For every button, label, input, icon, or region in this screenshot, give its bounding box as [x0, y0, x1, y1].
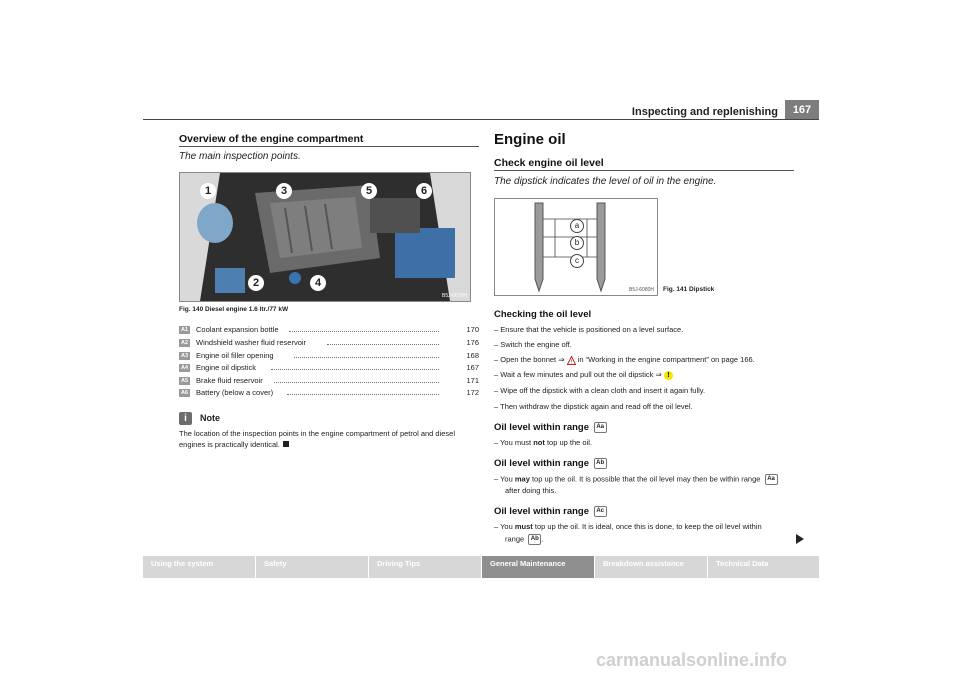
legend-label: Coolant expansion bottle: [196, 325, 279, 334]
legend-item: [179, 338, 479, 350]
leader-dots: [294, 356, 439, 358]
legend-item: [179, 363, 479, 375]
watermark: carmanualsonline.info: [596, 650, 788, 670]
section-rule: [179, 146, 479, 147]
header-rule: [143, 119, 819, 120]
end-of-section-mark: [283, 441, 289, 447]
legend-badge: A2: [180, 340, 189, 346]
range-a-emphasis: not: [533, 438, 545, 447]
range-c-heading-text: Oil level within range: [494, 506, 590, 518]
range-a-badge: Aa: [594, 422, 607, 433]
step-1: – Ensure that the vehicle is positioned on a level surface.: [494, 325, 684, 334]
note-body: The location of the inspection points in the engine compartment of petrol and diesel engines is practically identical.: [179, 429, 456, 449]
legend-badge: A1: [180, 327, 189, 333]
range-b-heading-text: Oil level within range: [494, 458, 590, 470]
step-5: – Wipe off the dipstick with a clean cloth and insert it again fully.: [494, 386, 706, 395]
range-c-badge: Ac: [594, 506, 607, 517]
step-2: – Switch the engine off.: [494, 340, 572, 349]
note-text: [179, 428, 479, 450]
figure-141-caption: Fig. 141 Dipstick: [663, 286, 715, 293]
marker-4: 4: [310, 275, 326, 291]
legend-page: 172: [466, 388, 479, 397]
legend-badge: A3: [180, 353, 189, 359]
range-c-line2: [505, 534, 543, 545]
marker-b: b: [570, 236, 584, 250]
marker-c: c: [570, 254, 584, 268]
range-b-line2: after doing this.: [505, 486, 557, 495]
range-b-text: [494, 474, 778, 485]
range-c-line2-end: .: [541, 534, 544, 544]
legend-badge: A5: [180, 378, 189, 384]
leader-dots: [327, 343, 439, 345]
legend-page: 167: [466, 363, 479, 372]
range-c-pre: – You: [494, 522, 515, 531]
step-3-link[interactable]: in “Working in the engine compartment” on page 166.: [577, 355, 755, 364]
range-b-heading: [494, 458, 607, 469]
range-a-pre: – You must: [494, 438, 534, 447]
nav-tab-using-the-system[interactable]: Using the system: [143, 556, 255, 578]
step-4: [494, 370, 673, 380]
range-c-heading: [494, 506, 607, 517]
leader-dots: [274, 381, 439, 383]
next-page-arrow-icon[interactable]: [796, 534, 804, 544]
marker-3: 3: [276, 183, 292, 199]
checking-oil-heading: Checking the oil level: [494, 309, 592, 320]
nav-tab-general-maintenance[interactable]: General Maintenance: [482, 556, 594, 578]
leader-dots: [289, 330, 439, 332]
legend-label: Engine oil dipstick: [196, 363, 257, 372]
leader-dots: [287, 393, 439, 395]
engine-oil-title: Engine oil: [494, 131, 566, 148]
note-title: Note: [200, 413, 220, 423]
check-oil-subtitle: The dipstick indicates the level of oil in the engine.: [494, 176, 717, 187]
figure-code: B5J-6080H: [628, 287, 654, 293]
marker-6: 6: [416, 183, 432, 199]
legend-label: Windshield washer fluid reservoir: [196, 338, 307, 347]
range-b-badge: Ab: [594, 458, 607, 469]
legend-badge: A6: [180, 390, 189, 396]
svg-text:!: !: [570, 359, 572, 365]
legend-page: 171: [466, 376, 479, 385]
nav-tab-driving-tips[interactable]: Driving Tips: [369, 556, 481, 578]
legend-label: Battery (below a cover): [196, 388, 274, 397]
legend-page: 170: [466, 325, 479, 334]
legend-item: [179, 388, 479, 400]
range-c-emphasis: must: [514, 522, 533, 531]
step-3-text: – Open the bonnet ⇒: [494, 355, 565, 364]
legend-page: 176: [466, 338, 479, 347]
section-rule: [494, 170, 794, 171]
figure-140-caption: Fig. 140 Diesel engine 1.6 ltr./77 kW: [179, 306, 289, 313]
range-b-emphasis: may: [514, 474, 530, 484]
dipstick-figure: [494, 198, 658, 296]
leader-dots: [271, 368, 439, 370]
legend-item: [179, 351, 479, 363]
range-c-text: [494, 522, 762, 531]
nav-tab-breakdown-assistance[interactable]: Breakdown assistance: [595, 556, 707, 578]
nav-tab-technical-data[interactable]: Technical Data: [708, 556, 819, 578]
marker-5: 5: [361, 183, 377, 199]
step-3: [494, 355, 755, 365]
range-a-heading: [494, 422, 607, 433]
page-number: 167: [785, 100, 819, 120]
range-b-ref-badge: Aa: [765, 474, 778, 485]
range-c-post: top up the oil. It is ideal, once this is done, to keep the oil level within: [532, 522, 762, 531]
engine-compartment-subtitle: The main inspection points.: [179, 151, 301, 162]
legend-badge: A4: [180, 365, 189, 371]
engine-compartment-heading: Overview of the engine compartment: [179, 133, 364, 145]
marker-2: 2: [248, 275, 264, 291]
marker-a: a: [570, 219, 584, 233]
nav-tab-safety[interactable]: Safety: [256, 556, 368, 578]
range-a-post: top up the oil.: [544, 438, 592, 447]
range-b-post: top up the oil. It is possible that the oil level may then be within range: [529, 474, 761, 484]
warning-triangle-icon: [567, 356, 576, 365]
step-6: – Then withdraw the dipstick again and read off the oil level.: [494, 402, 693, 411]
range-b-pre: – You: [494, 474, 515, 484]
legend-label: Brake fluid reservoir: [196, 376, 263, 385]
legend-page: 168: [466, 351, 479, 360]
range-c-ref-badge: Ab: [528, 534, 541, 545]
range-a-text: [494, 438, 592, 447]
running-header-title: Inspecting and replenishing: [631, 106, 778, 118]
step-4-text: – Wait a few minutes and pull out the oil dipstick ⇒: [494, 370, 662, 379]
legend-label: Engine oil filler opening: [196, 351, 274, 360]
note-icon: i: [179, 412, 192, 425]
legend-item: [179, 325, 479, 337]
range-a-heading-text: Oil level within range: [494, 422, 590, 434]
engine-photo: [179, 172, 471, 302]
legend-item: [179, 376, 479, 388]
attention-icon: !: [664, 371, 673, 380]
check-oil-heading: Check engine oil level: [494, 157, 604, 169]
figure-code: B5J-6079H: [441, 293, 467, 299]
range-c-line2-text: range: [505, 534, 525, 544]
marker-1: 1: [200, 183, 216, 199]
